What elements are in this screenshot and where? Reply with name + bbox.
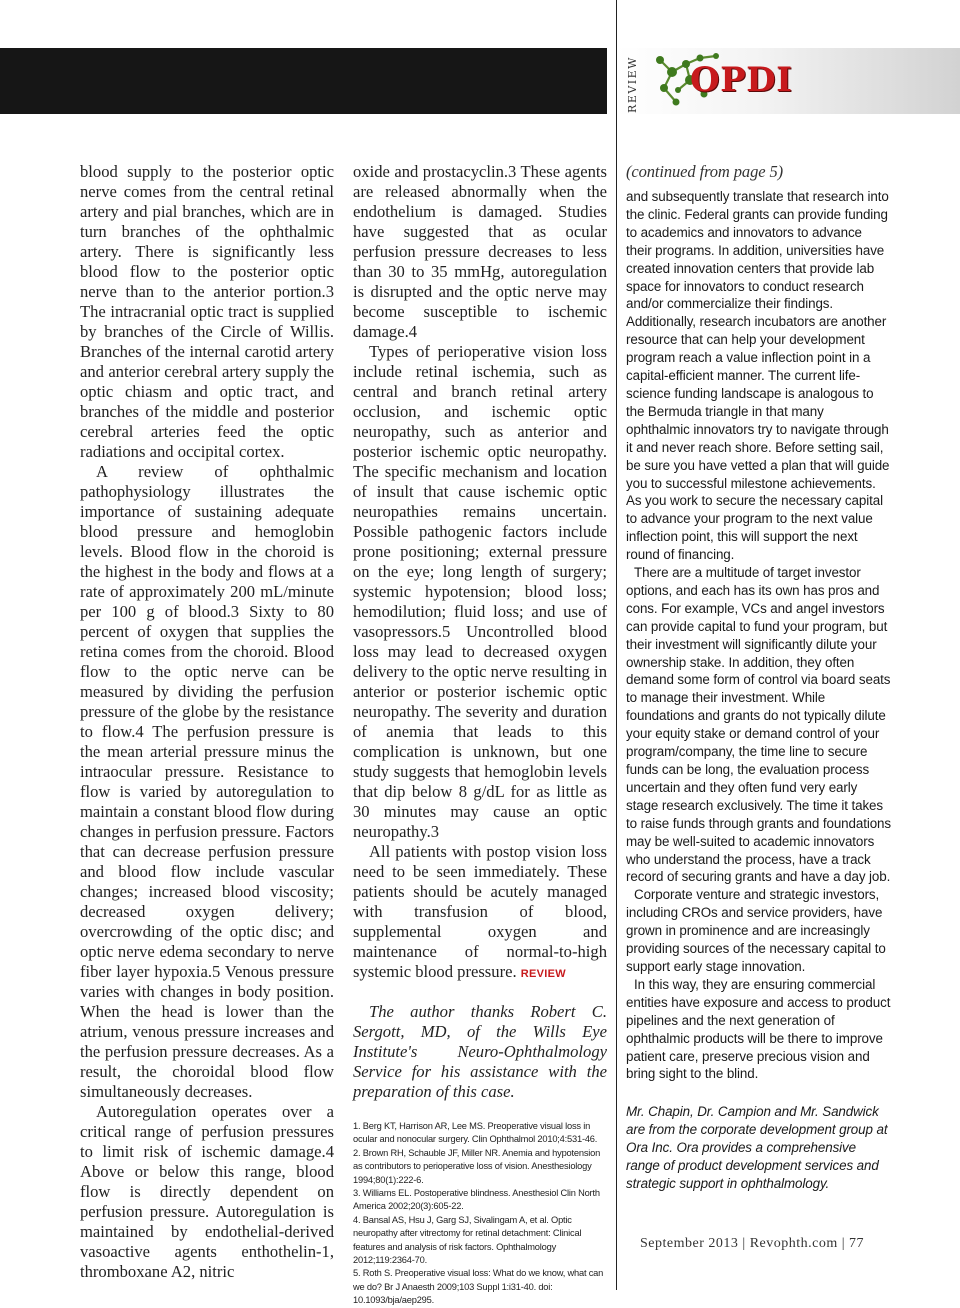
page-footer [640,1236,900,1252]
closing-paragraph [353,842,607,984]
author-note: Mr. Chapin, Dr. Campion and Mr. Sandwick are from the corporate development group at Ora Inc. Ora provides a comprehensive range of product development services and strategic support in ophthalmology. [626,1104,888,1191]
end-of-article-mark: REVIEW [520,968,566,980]
reference-item: 4. Bansal AS, Hsu J, Garg SJ, Sivalingam A, et al. Optic neuropathy after vitrectomy for retinal detachment: Clinical features and analysis of risk factors. Ophthalmology 2012;119:2364-70. [353,1214,582,1266]
sidebar-column [626,160,891,1193]
opdi-logo-text: OPDI [690,60,793,100]
reference-item: 3. Williams EL. Postoperative blindness. Anesthesiol Clin North America 2002;20(3):605-22. [353,1188,600,1212]
footer-separator: | [742,1236,746,1251]
page-number: 77 [849,1236,865,1251]
reference-list [353,1120,607,1308]
column-divider [616,0,617,1290]
section-label-text: REVIEW [625,55,639,113]
section-label [619,56,645,112]
reference-item: 2. Brown RH, Schauble JF, Miller NR. Anemia and hypotension as contributors to perioperative loss of vision. Anesthesiology 1994;80(1):222-6. [353,1147,601,1185]
sidebar-paragraph: Corporate venture and strategic investors, including CROs and service providers, have grown in prominence and are increasingly providing sources of the necessary capital to support early stage innovation. [626,887,886,974]
sidebar-paragraph: and subsequently translate that research into the clinic. Federal grants can provide funding to academics and innovators to advance their programs. In addition, universities have created innovation centers that provide lab space for innovators to conduct research and/or commercialize their findings. Additionally, research incubators are another resource that can help your development program reach a value inflection point in a capital-efficient manner. The current life-science funding landscape is analogous to the Bermuda triangle in that many ophthalmic innovators try to navigate through it and never reach shore. Before setting sail, be sure you have vetted a plan that will guide you to successful milestone achievements. As you work to secure the necessary capital to advance your program to the next value inflection point, this will support the next round of financing. [626,189,890,563]
sidebar-paragraph: In this way, they are ensuring commercial entities have exposure and access to product pipelines and the next generation of ophthalmic products will be there to improve patient care, preserve precious vision and bring sight to the blind. [626,976,891,1082]
website: Revophth.com [749,1236,838,1251]
body-paragraph: Autoregulation operates over a critical range of perfusion pressures to limit risk of ischemic damage.4 Above or below this range, blood flow is directly dependent on perfusion pressure. Autoregulation is maintained by endothelial-derived vasoactive agents enthothelin-1, thromboxane A2, nitric [80,1102,334,1281]
issue-date: September 2013 [640,1236,739,1251]
body-paragraph: oxide and prostacyclin.3 These agents are released abnormally when the endothelium is damaged. Studies have suggested that as ocular perfusion pressure decreases to less than 30 to 35 mmHg, autoregulation is disrupted and the optic nerve may become susceptible to ischemic damage.4 [353,162,607,341]
footer-separator: | [841,1236,846,1251]
acknowledgment: The author thanks Robert C. Sergott, MD, of the Wills Eye Institute's Neuro-Ophthalmology Service for his assistance with the preparation of this case. [353,1002,607,1101]
body-paragraph: Types of perioperative vision loss include retinal ischemia, such as central and branch retinal artery occlusion, and ischemic optic neuropathy, such as anterior and posterior ischemic optic neuropathy. The specific mechanism and location of insult that cause ischemic optic neuropathies remains uncertain. Possible pathogenic factors include prone positioning; external pressure on the eye; long length of surgery; systemic hypotension; blood loss; hemodilution; fluid loss; and use of vasopressors.5 Uncontrolled blood loss may lead to decreased oxygen delivery to the optic nerve resulting in anterior or posterior ischemic optic neuropathy. The severity and duration of anemia that leads to this complication is unknown, but one study suggests that hemoglobin levels that dip below 8 g/dL for as little as 30 minutes may cause an optic neuropathy.3 [353,342,607,841]
continued-from-note: (continued from page 5) [626,162,784,181]
reference-item: 5. Roth S. Preoperative visual loss: What do we know, what can we do? Br J Anaesth 2009;103 Suppl 1:i31-40. doi: 10.1093/bja/aep295. [353,1268,604,1306]
article-column-1 [80,162,334,1282]
closing-paragraph-text: All patients with postop vision loss need to be seen immediately. These patients should be acutely managed with transfusion of blood, supplemental oxygen and maintenance of normal-to-high systemic blood pressure. [353,842,607,981]
body-paragraph: A review of ophthalmic pathophysiology illustrates the importance of sustaining adequate blood pressure and hemoglobin levels. Blood flow in the choroid is the highest in the body and flows at a rate of approximately 200 mL/minute per 100 g of blood.3 Sixty to 80 percent of oxygen that supplies the retina comes from the choroid. Blood flow to the optic nerve can be measured by dividing the perfusion pressure of the globe by the resistance to flow.4 The perfusion pressure is the mean arterial pressure minus the intraocular pressure. Resistance to flow is varied by autoregulation to maintain a constant blood flow during changes in perfusion pressure. Factors that can decrease perfusion pressure and blood flow include vascular changes; increased blood viscosity; decreased oxygen delivery; overcrowding of the optic disc; and optic nerve edema secondary to nerve fiber layer hypoxia.5 Venous pressure varies with changes in body position. When the head is lower than the atrium, venous pressure increases and the perfusion pressure decreases. As a result, the choroidal blood flow simultaneously decreases. [80,462,334,1101]
article-column-2 [353,162,607,1308]
header-bar [0,48,607,114]
reference-item: 1. Berg KT, Harrison AR, Lee MS. Preoperative visual loss in ocular and nonocular surgery. Clin Ophthalmol 2010;4:531-46. [353,1121,598,1145]
sidebar-paragraph: There are a multitude of target investor options, and each has its own has pros and cons. For example, VCs and angel investors can provide capital to fund your program, but their investment will significantly dilute your ownership stake. In addition, they often demand some form of control via board seats to manage their investment. While foundations and grants do not typically dilute your equity stake or demand control of your program/company, the time line to secure funds can be long, the evaluation process uncertain and they often fund very early stage research exclusively. The time it takes to raise funds through grants and foundations may be well-suited to academic innovators who understand the process, have a track record of securing grants and have a day job. [626,565,891,885]
body-paragraph: blood supply to the posterior optic nerve comes from the central retinal artery and pial branches, which are in turn branches of the ophthalmic artery. There is significantly less blood flow to the posterior optic nerve than to the anterior portion.3 The intracranial optic tract is supplied by branches of the Circle of Willis. Branches of the internal carotid artery and anterior cerebral artery supply the optic chiasm and optic tract, and branches of the middle and posterior cerebral arteries feed the optic radiations and occipital cortex. [80,162,334,461]
